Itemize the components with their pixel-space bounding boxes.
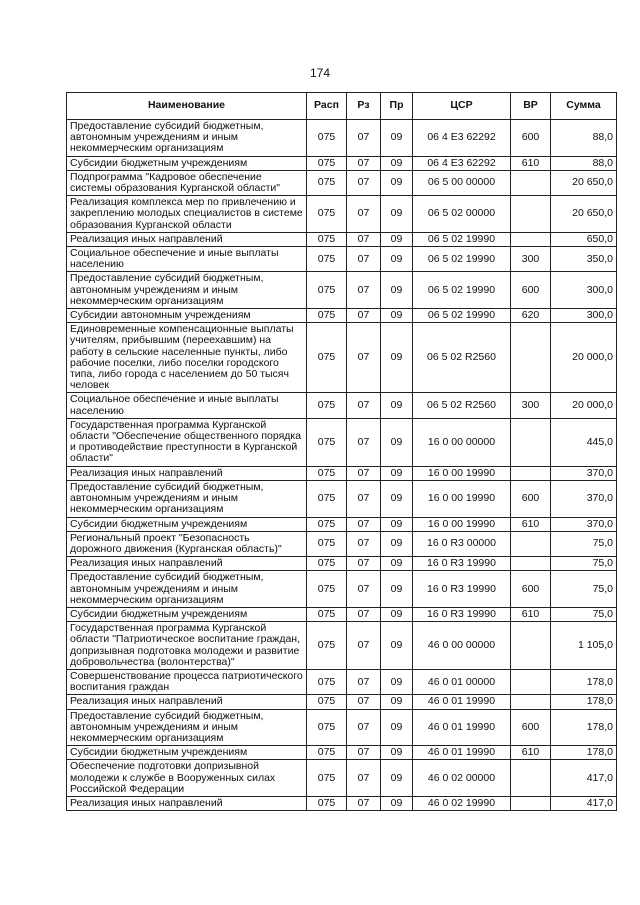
cell-pr: 09 xyxy=(381,247,413,272)
header-rasp: Расп xyxy=(307,93,347,120)
cell-vr: 300 xyxy=(511,247,551,272)
cell-pr: 09 xyxy=(381,272,413,309)
cell-sum: 178,0 xyxy=(551,709,617,746)
table-row xyxy=(67,669,617,694)
cell-name: Субсидии бюджетным учреждениям xyxy=(67,517,307,531)
cell-pr: 09 xyxy=(381,760,413,797)
table-row xyxy=(67,272,617,309)
cell-vr xyxy=(511,622,551,670)
table-row xyxy=(67,196,617,233)
cell-rz: 07 xyxy=(347,247,381,272)
cell-csr: 06 5 02 00000 xyxy=(413,196,511,233)
cell-pr: 09 xyxy=(381,531,413,556)
budget-table xyxy=(66,92,617,811)
cell-pr: 09 xyxy=(381,170,413,195)
cell-rz: 07 xyxy=(347,393,381,418)
cell-rz: 07 xyxy=(347,531,381,556)
cell-sum: 75,0 xyxy=(551,571,617,608)
table-row xyxy=(67,796,617,810)
cell-sum: 650,0 xyxy=(551,232,617,246)
cell-name: Предоставление субсидий бюджетным, автономным учреждениям и иным некоммерческим организациям xyxy=(67,120,307,157)
cell-vr xyxy=(511,170,551,195)
cell-rasp: 075 xyxy=(307,120,347,157)
table-row xyxy=(67,156,617,170)
cell-name: Обеспечение подготовки допризывной молодежи к службе в Вооруженных силах Российской Федерации xyxy=(67,760,307,797)
table-row xyxy=(67,466,617,480)
cell-vr: 620 xyxy=(511,309,551,323)
cell-name: Субсидии бюджетным учреждениям xyxy=(67,746,307,760)
cell-csr: 46 0 01 19990 xyxy=(413,709,511,746)
cell-name: Субсидии автономным учреждениям xyxy=(67,309,307,323)
cell-sum: 20 000,0 xyxy=(551,323,617,393)
table-row xyxy=(67,120,617,157)
cell-pr: 09 xyxy=(381,309,413,323)
cell-rz: 07 xyxy=(347,480,381,517)
cell-sum: 300,0 xyxy=(551,272,617,309)
cell-name: Предоставление субсидий бюджетным, автономным учреждениям и иным некоммерческим организациям xyxy=(67,480,307,517)
table-row xyxy=(67,393,617,418)
cell-vr: 610 xyxy=(511,517,551,531)
cell-name: Субсидии бюджетным учреждениям xyxy=(67,156,307,170)
cell-rz: 07 xyxy=(347,232,381,246)
cell-rasp: 075 xyxy=(307,571,347,608)
table-row xyxy=(67,709,617,746)
cell-rz: 07 xyxy=(347,272,381,309)
cell-sum: 20 650,0 xyxy=(551,170,617,195)
cell-vr: 600 xyxy=(511,480,551,517)
header-name: Наименование xyxy=(67,93,307,120)
cell-pr: 09 xyxy=(381,709,413,746)
cell-sum: 300,0 xyxy=(551,309,617,323)
cell-csr: 46 0 00 00000 xyxy=(413,622,511,670)
cell-pr: 09 xyxy=(381,517,413,531)
cell-name: Реализация комплекса мер по привлечению и закреплению молодых специалистов в системе образования Курганской области xyxy=(67,196,307,233)
cell-pr: 09 xyxy=(381,746,413,760)
cell-csr: 06 5 02 19990 xyxy=(413,272,511,309)
cell-csr: 16 0 R3 19990 xyxy=(413,557,511,571)
cell-rz: 07 xyxy=(347,196,381,233)
cell-rz: 07 xyxy=(347,557,381,571)
cell-sum: 178,0 xyxy=(551,669,617,694)
cell-rasp: 075 xyxy=(307,393,347,418)
cell-vr: 610 xyxy=(511,746,551,760)
header-pr: Пр xyxy=(381,93,413,120)
cell-csr: 06 5 00 00000 xyxy=(413,170,511,195)
cell-csr: 16 0 R3 19990 xyxy=(413,571,511,608)
cell-csr: 46 0 01 00000 xyxy=(413,669,511,694)
cell-sum: 350,0 xyxy=(551,247,617,272)
cell-pr: 09 xyxy=(381,323,413,393)
cell-rasp: 075 xyxy=(307,695,347,709)
cell-sum: 75,0 xyxy=(551,557,617,571)
cell-vr: 600 xyxy=(511,571,551,608)
cell-name: Предоставление субсидий бюджетным, автономным учреждениям и иным некоммерческим организациям xyxy=(67,272,307,309)
cell-name: Предоставление субсидий бюджетным, автономным учреждениям и иным некоммерческим организациям xyxy=(67,571,307,608)
cell-csr: 16 0 00 19990 xyxy=(413,480,511,517)
table-row xyxy=(67,531,617,556)
cell-rz: 07 xyxy=(347,323,381,393)
cell-csr: 06 4 E3 62292 xyxy=(413,120,511,157)
cell-vr xyxy=(511,323,551,393)
cell-sum: 1 105,0 xyxy=(551,622,617,670)
cell-vr: 600 xyxy=(511,120,551,157)
cell-rz: 07 xyxy=(347,571,381,608)
cell-rasp: 075 xyxy=(307,796,347,810)
cell-vr xyxy=(511,466,551,480)
cell-name: Региональный проект "Безопасность дорожного движения (Курганская область)" xyxy=(67,531,307,556)
table-row xyxy=(67,607,617,621)
cell-name: Реализация иных направлений xyxy=(67,466,307,480)
cell-name: Реализация иных направлений xyxy=(67,232,307,246)
cell-rz: 07 xyxy=(347,622,381,670)
cell-csr: 16 0 00 00000 xyxy=(413,418,511,466)
cell-rz: 07 xyxy=(347,709,381,746)
header-sum: Сумма xyxy=(551,93,617,120)
cell-name: Подпрограмма "Кадровое обеспечение системы образования Курганской области" xyxy=(67,170,307,195)
cell-name: Реализация иных направлений xyxy=(67,557,307,571)
page-number: 174 xyxy=(309,66,331,80)
cell-sum: 178,0 xyxy=(551,746,617,760)
cell-rasp: 075 xyxy=(307,323,347,393)
cell-rasp: 075 xyxy=(307,669,347,694)
cell-rasp: 075 xyxy=(307,531,347,556)
cell-rz: 07 xyxy=(347,746,381,760)
cell-rz: 07 xyxy=(347,418,381,466)
cell-rz: 07 xyxy=(347,170,381,195)
cell-sum: 178,0 xyxy=(551,695,617,709)
cell-rz: 07 xyxy=(347,309,381,323)
cell-csr: 06 4 E3 62292 xyxy=(413,156,511,170)
cell-rasp: 075 xyxy=(307,232,347,246)
cell-rasp: 075 xyxy=(307,622,347,670)
cell-name: Предоставление субсидий бюджетным, автономным учреждениям и иным некоммерческим организациям xyxy=(67,709,307,746)
cell-csr: 06 5 02 19990 xyxy=(413,232,511,246)
header-vr: ВР xyxy=(511,93,551,120)
cell-csr: 06 5 02 19990 xyxy=(413,309,511,323)
table-row xyxy=(67,695,617,709)
header-csr: ЦСР xyxy=(413,93,511,120)
cell-sum: 417,0 xyxy=(551,796,617,810)
cell-vr: 300 xyxy=(511,393,551,418)
cell-pr: 09 xyxy=(381,156,413,170)
cell-name: Реализация иных направлений xyxy=(67,796,307,810)
cell-vr: 600 xyxy=(511,272,551,309)
cell-pr: 09 xyxy=(381,196,413,233)
cell-csr: 46 0 02 19990 xyxy=(413,796,511,810)
cell-name: Субсидии бюджетным учреждениям xyxy=(67,607,307,621)
cell-csr: 06 5 02 19990 xyxy=(413,247,511,272)
cell-pr: 09 xyxy=(381,607,413,621)
cell-name: Реализация иных направлений xyxy=(67,695,307,709)
cell-sum: 20 650,0 xyxy=(551,196,617,233)
table-row xyxy=(67,571,617,608)
cell-rz: 07 xyxy=(347,796,381,810)
cell-name: Государственная программа Курганской области "Патриотическое воспитание граждан, допризывная подготовка молодежи и развитие добровольчества (волонтерства)" xyxy=(67,622,307,670)
cell-csr: 46 0 01 19990 xyxy=(413,746,511,760)
cell-pr: 09 xyxy=(381,393,413,418)
cell-pr: 09 xyxy=(381,669,413,694)
cell-vr xyxy=(511,232,551,246)
cell-vr xyxy=(511,760,551,797)
cell-pr: 09 xyxy=(381,418,413,466)
cell-pr: 09 xyxy=(381,232,413,246)
cell-sum: 75,0 xyxy=(551,607,617,621)
cell-rz: 07 xyxy=(347,760,381,797)
cell-rasp: 075 xyxy=(307,170,347,195)
table-row xyxy=(67,746,617,760)
cell-csr: 16 0 00 19990 xyxy=(413,517,511,531)
table-row xyxy=(67,480,617,517)
header-rz: Рз xyxy=(347,93,381,120)
cell-csr: 46 0 01 19990 xyxy=(413,695,511,709)
cell-rz: 07 xyxy=(347,607,381,621)
cell-csr: 06 5 02 R2560 xyxy=(413,323,511,393)
cell-sum: 75,0 xyxy=(551,531,617,556)
cell-sum: 88,0 xyxy=(551,156,617,170)
cell-csr: 46 0 02 00000 xyxy=(413,760,511,797)
table-row xyxy=(67,418,617,466)
table-row xyxy=(67,517,617,531)
cell-name: Социальное обеспечение и иные выплаты населению xyxy=(67,247,307,272)
cell-pr: 09 xyxy=(381,120,413,157)
cell-rz: 07 xyxy=(347,466,381,480)
cell-sum: 417,0 xyxy=(551,760,617,797)
cell-rasp: 075 xyxy=(307,196,347,233)
cell-pr: 09 xyxy=(381,557,413,571)
cell-rz: 07 xyxy=(347,517,381,531)
cell-rasp: 075 xyxy=(307,418,347,466)
cell-rz: 07 xyxy=(347,120,381,157)
table-row xyxy=(67,309,617,323)
cell-rasp: 075 xyxy=(307,247,347,272)
cell-sum: 20 000,0 xyxy=(551,393,617,418)
table-row xyxy=(67,247,617,272)
table-row xyxy=(67,557,617,571)
cell-pr: 09 xyxy=(381,695,413,709)
cell-rasp: 075 xyxy=(307,746,347,760)
cell-vr: 600 xyxy=(511,709,551,746)
cell-pr: 09 xyxy=(381,622,413,670)
cell-rasp: 075 xyxy=(307,466,347,480)
cell-rasp: 075 xyxy=(307,709,347,746)
cell-csr: 06 5 02 R2560 xyxy=(413,393,511,418)
table-header-row xyxy=(67,93,617,120)
cell-rz: 07 xyxy=(347,156,381,170)
cell-sum: 445,0 xyxy=(551,418,617,466)
cell-vr xyxy=(511,418,551,466)
cell-sum: 370,0 xyxy=(551,480,617,517)
cell-csr: 16 0 00 19990 xyxy=(413,466,511,480)
cell-rasp: 075 xyxy=(307,607,347,621)
table-row xyxy=(67,622,617,670)
cell-vr xyxy=(511,557,551,571)
table-row xyxy=(67,232,617,246)
cell-rz: 07 xyxy=(347,669,381,694)
cell-pr: 09 xyxy=(381,571,413,608)
cell-vr: 610 xyxy=(511,156,551,170)
cell-rasp: 075 xyxy=(307,480,347,517)
cell-vr xyxy=(511,796,551,810)
cell-sum: 370,0 xyxy=(551,517,617,531)
cell-rasp: 075 xyxy=(307,557,347,571)
cell-name: Совершенствование процесса патриотического воспитания граждан xyxy=(67,669,307,694)
cell-csr: 16 0 R3 19990 xyxy=(413,607,511,621)
cell-csr: 16 0 R3 00000 xyxy=(413,531,511,556)
cell-rasp: 075 xyxy=(307,272,347,309)
cell-vr xyxy=(511,695,551,709)
cell-rasp: 075 xyxy=(307,309,347,323)
cell-rz: 07 xyxy=(347,695,381,709)
cell-sum: 370,0 xyxy=(551,466,617,480)
cell-vr xyxy=(511,196,551,233)
cell-name: Единовременные компенсационные выплаты учителям, прибывшим (переехавшим) на работу в сельские населенные пункты, либо рабочие поселки, либо поселки городского типа, либо города с населением до 50 тысяч человек xyxy=(67,323,307,393)
cell-name: Государственная программа Курганской области "Обеспечение общественного порядка и противодействие преступности в Курганской области" xyxy=(67,418,307,466)
cell-name: Социальное обеспечение и иные выплаты населению xyxy=(67,393,307,418)
cell-vr xyxy=(511,531,551,556)
cell-rasp: 075 xyxy=(307,156,347,170)
cell-pr: 09 xyxy=(381,480,413,517)
cell-pr: 09 xyxy=(381,796,413,810)
cell-vr: 610 xyxy=(511,607,551,621)
cell-sum: 88,0 xyxy=(551,120,617,157)
cell-vr xyxy=(511,669,551,694)
table-row xyxy=(67,760,617,797)
cell-rasp: 075 xyxy=(307,760,347,797)
cell-pr: 09 xyxy=(381,466,413,480)
table-row xyxy=(67,323,617,393)
cell-rasp: 075 xyxy=(307,517,347,531)
table-row xyxy=(67,170,617,195)
